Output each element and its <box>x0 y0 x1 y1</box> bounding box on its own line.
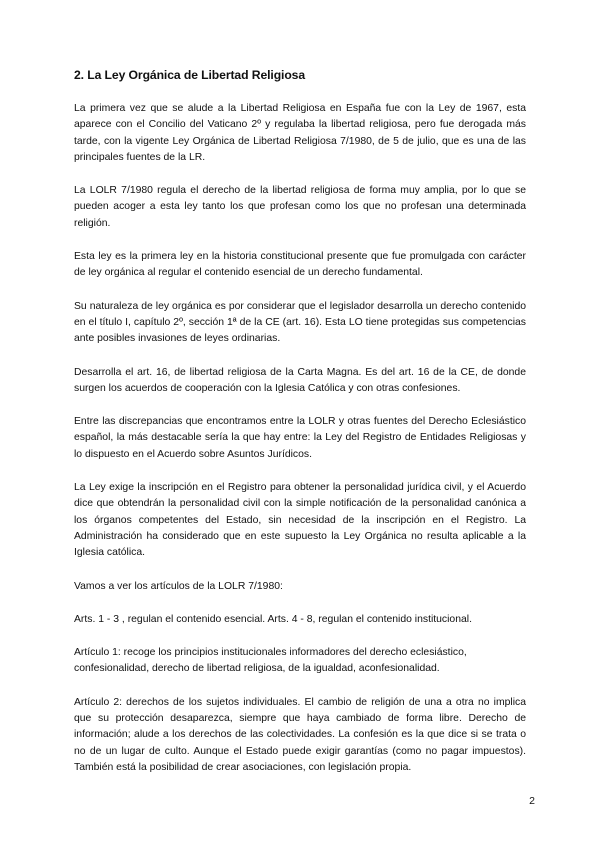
paragraph-articles-intro: Vamos a ver los artículos de la LOLR 7/1980: <box>74 580 283 592</box>
paragraph-discrepancies: Entre las discrepancias que encontramos entre la LOLR y otras fuentes del Derecho Eclesiástico español, la más destacable sería la que hay entre: la Ley del Registro de Entidades Religiosas y lo dispuesto en el Acuerdo sobre Asuntos Jurídicos. <box>74 416 526 460</box>
section-title: 2. La Ley Orgánica de Libertad Religiosa <box>74 68 306 82</box>
paragraph-lolr-scope: La LOLR 7/1980 regula el derecho de la libertad religiosa de forma muy amplia, por lo que se pueden acoger a esta ley tanto los que profesan como los que no profesan una determinada religión. <box>74 185 526 229</box>
paragraph-art16: Desarrolla el art. 16, de libertad religiosa de la Carta Magna. Es del art. 16 de la CE, de donde surgen los acuerdos de cooperación con la Iglesia Católica y con otras confesiones. <box>74 366 526 394</box>
paragraph-article-2: Artículo 2: derechos de los sujetos individuales. El cambio de religión de una a otra no implica que su protección desaparezca, siempre que haya cambiado de forma libre. Derecho de información; alude a los derechos de las colectividades. La confesión es la que dice si se trata o no de un lugar de culto. Aunque el Estado puede exigir garantías (como no pagar impuestos). También está la posibilidad de crear asociaciones, con legislación propia. <box>74 696 526 773</box>
paragraph-organic-nature: Su naturaleza de ley orgánica es por considerar que el legislador desarrolla un derecho contenido en el título I, capítulo 2º, sección 1ª de la CE (art. 16). Esta LO tiene protegidas sus competencias ante posibles invasiones de leyes ordinarias. <box>74 300 526 345</box>
paragraph-registry: La Ley exige la inscripción en el Registro para obtener la personalidad jurídica civil, y el Acuerdo dice que obtendrán la personalidad civil con la simple notificación de la personalidad canónica a los órganos competentes del Estado, sin necesidad de la inscripción en el Registro. La Administración ha considerado que en este supuesto la Ley Orgánica no resulta aplicable a la Iglesia católica. <box>74 482 526 559</box>
document-body <box>74 66 526 793</box>
page-number: 2 <box>529 795 535 807</box>
paragraph-intro: La primera vez que se alude a la Libertad Religiosa en España fue con la Ley de 1967, esta aparece con el Concilio del Vaticano 2º y regulaba la libertad religiosa, pero fue derogada más tarde, con la vigente Ley Orgánica de Libertad Religiosa 7/1980, de 5 de julio, que es una de las principales fuentes de la LR. <box>74 103 526 163</box>
paragraph-first-organic-law: Esta ley es la primera ley en la historia constitucional presente que fue promulgada con carácter de ley orgánica al regular el contenido esencial de un derecho fundamental. <box>74 251 526 279</box>
paragraph-articles-ranges: Arts. 1 - 3 , regulan el contenido esencial. Arts. 4 - 8, regulan el contenido institucional. <box>74 613 472 625</box>
paragraph-article-1: Artículo 1: recoge los principios institucionales informadores del derecho eclesiástico, confesionalidad, derecho de libertad religiosa, de la igualdad, aconfesionalidad. <box>74 647 467 675</box>
